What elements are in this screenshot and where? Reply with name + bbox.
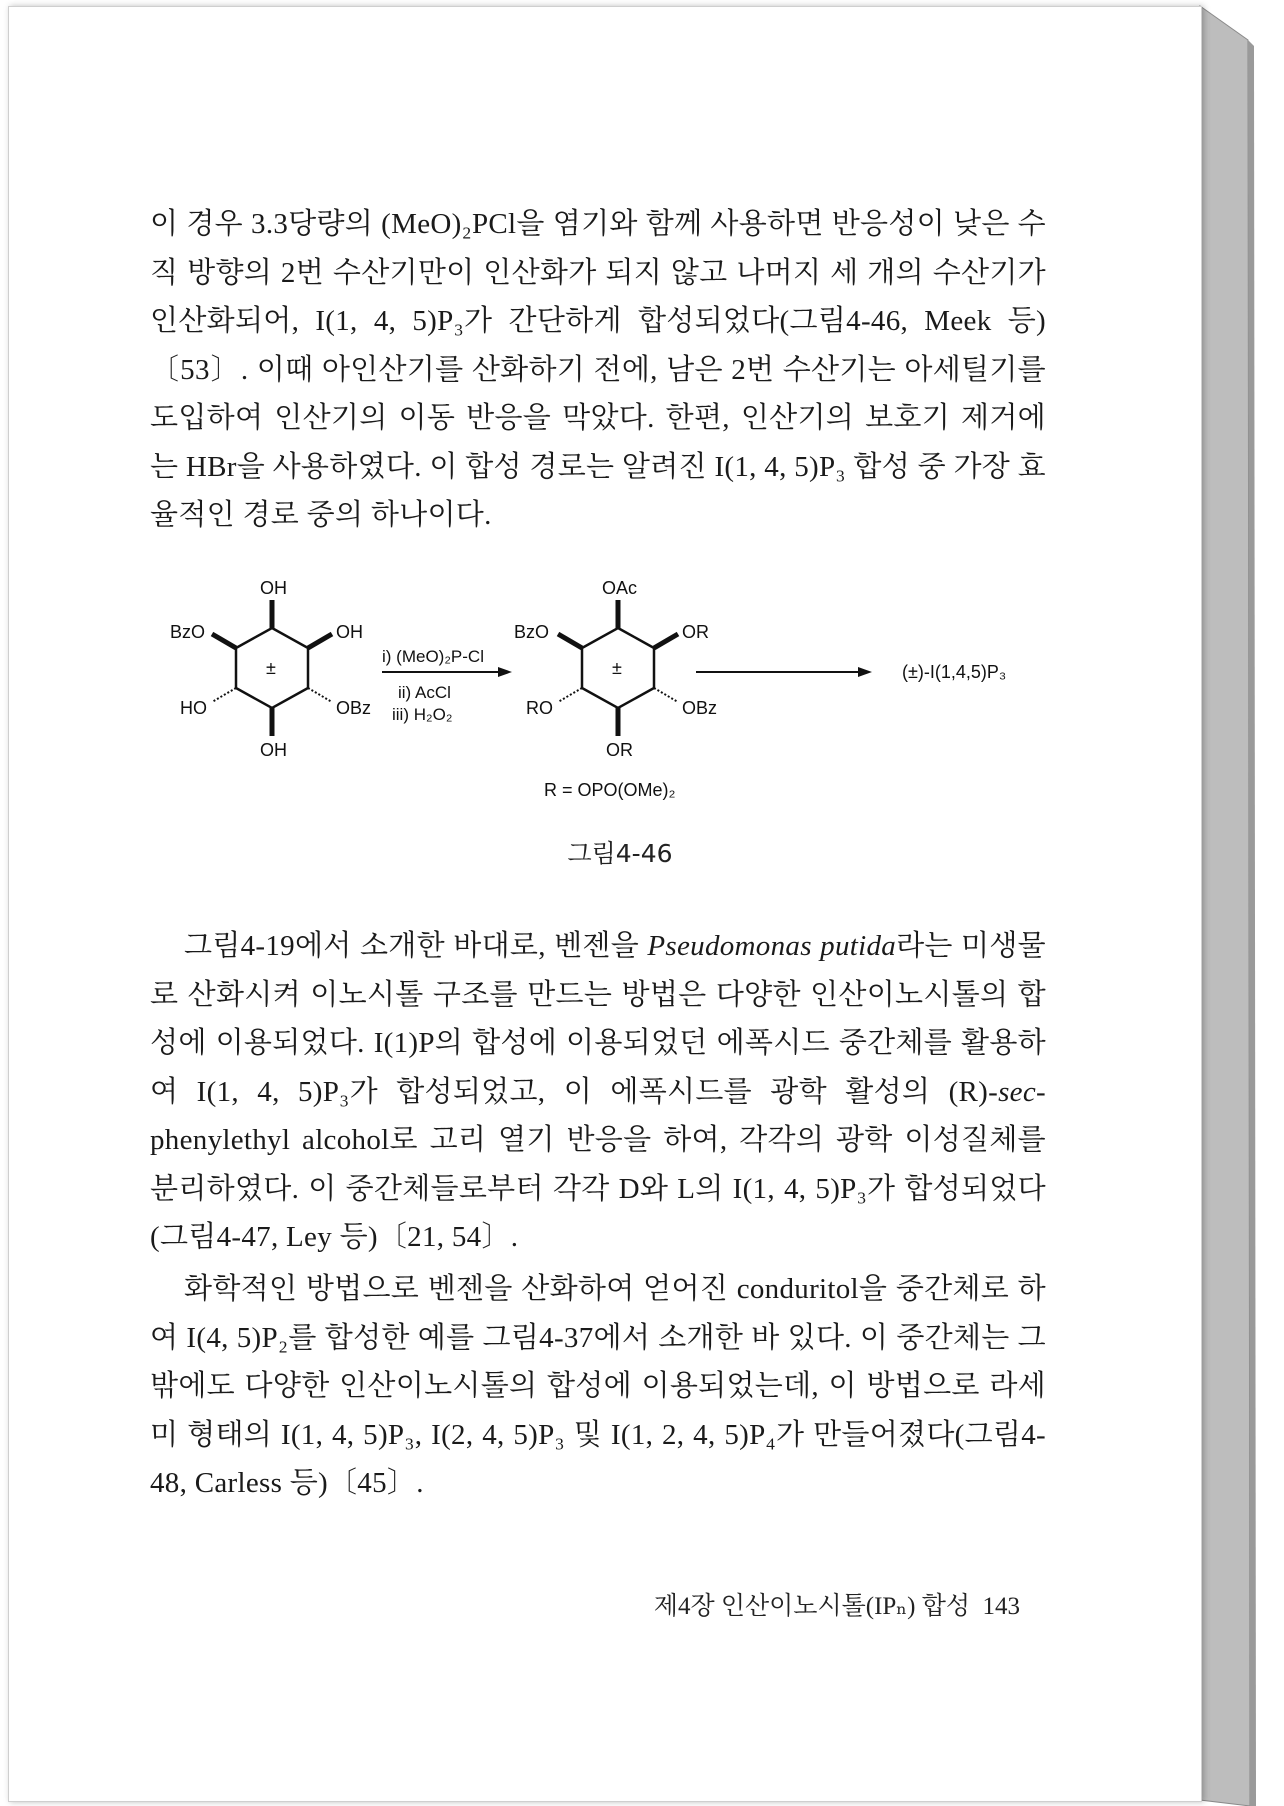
reaction-arrow-2: [696, 667, 872, 677]
paragraph-2: [150, 922, 1046, 1262]
left-hash-lr: [308, 688, 332, 702]
right-wedge-ul: [558, 634, 582, 648]
r-definition: R = OPO(OMe)₂: [544, 780, 676, 800]
left-wedge-ur: [308, 634, 332, 648]
species-name: Pseudomonas putida: [647, 930, 897, 962]
left-lr-label: OBz: [336, 698, 372, 718]
left-top-label: OH: [260, 578, 287, 598]
reaction-arrow-1: [382, 647, 512, 724]
right-wedge-ur: [654, 634, 678, 648]
running-head: 제4장 인산이노시톨(IPₙ) 합성: [653, 1593, 970, 1620]
figure-caption: 그림4-46: [567, 839, 673, 868]
right-ll-label: RO: [526, 698, 553, 718]
page-number: 143: [982, 1593, 1020, 1620]
right-ul-label: BzO: [514, 622, 550, 642]
left-molecule: [170, 578, 371, 760]
page-footer: [620, 1586, 1020, 1622]
left-center-label: ±: [266, 658, 276, 678]
right-bottom-label: OR: [606, 740, 633, 760]
paragraph-1: 이 경우 3.3당량의 (MeO)₂PCl을 염기와 함께 사용하면 반응성이 낮은 수직 방향의 2번 수산기만이 인산화가 되지 않고 나머지 세 개의 수산기가 인산화되어, I(1, 4, 5)P₃가 간단하게 합성되었다(그림4-46, Meek 등)〔53〕. 이때 아인산기를 산화하기 전에, 남은 2번 수산기는 아세틸기를 도입하여 인산기의 이동 반응을 막았다. 한편, 인산기의 보호기 제거에는 HBr을 사용하였다. 이 합성 경로는 알려진 I(1, 4, 5)P₃ 합성 중 가장 효율적인 경로 중의 하나이다.: [150, 208, 1046, 531]
right-center-label: ±: [612, 658, 622, 678]
product-label: (±)-I(1,4,5)P₃: [902, 662, 1007, 682]
left-wedge-ul: [212, 634, 236, 648]
right-hash-ll: [558, 688, 582, 702]
left-ul-label: BzO: [170, 622, 206, 642]
right-lr-label: OBz: [682, 698, 718, 718]
reagent-step-2: ii) AcCl: [398, 683, 451, 702]
right-top-label: OAc: [602, 578, 638, 598]
left-bottom-label: OH: [260, 740, 287, 760]
reagent-step-3: iii) H₂O₂: [392, 705, 453, 724]
sec-prefix: sec: [998, 1075, 1037, 1108]
paragraph-3: 화학적인 방법으로 벤젠을 산화하여 얻어진 conduritol을 중간체로 하여 I(4, 5)P₂를 합성한 예를 그림4-37에서 소개한 바 있다. 이 중간체는 그 밖에도 다양한 인산이노시톨의 합성에 이용되었는데, 이 방법으로 라세미 형태의 I(1, 4, 5)P₃, I(2, 4, 5)P₃ 및 I(1, 2, 4, 5)P₄가 만들어졌다(그림4-48, Carless 등)〔45〕.: [150, 1273, 1046, 1499]
right-molecule: [514, 578, 717, 800]
right-hash-lr: [654, 688, 678, 702]
left-ur-label: OH: [336, 622, 363, 642]
paragraph-2-part-a: 그림4-19에서 소개한 바대로, 벤젠을: [184, 930, 648, 962]
paragraph-2-part-c: -phenylethyl alcohol로 고리 열기 반응을 하여, 각각의 광학 이성질체를 분리하였다. 이 중간체들로부터 각각 D와 L의 I(1, 4, 5)P₃가 합성되었다(그림4-47, Ley 등)〔21, 54〕.: [150, 1075, 1046, 1253]
reagent-step-1: i) (MeO)₂P-Cl: [382, 647, 484, 666]
left-hash-ll: [212, 688, 236, 702]
right-ur-label: OR: [682, 622, 709, 642]
reaction-scheme: [150, 570, 1050, 830]
paragraph-2-part-b: 라는 미생물로 산화시켜 이노시톨 구조를 만드는 방법은 다양한 인산이노시톨의 합성에 이용되었다. I(1)P의 합성에 이용되었던 에폭시드 중간체를 활용하여 I(1, 4, 5)P₃가 합성되었고, 이 에폭시드를 광학 활성의 (R)-: [150, 930, 1046, 1108]
left-ll-label: HO: [180, 698, 207, 718]
